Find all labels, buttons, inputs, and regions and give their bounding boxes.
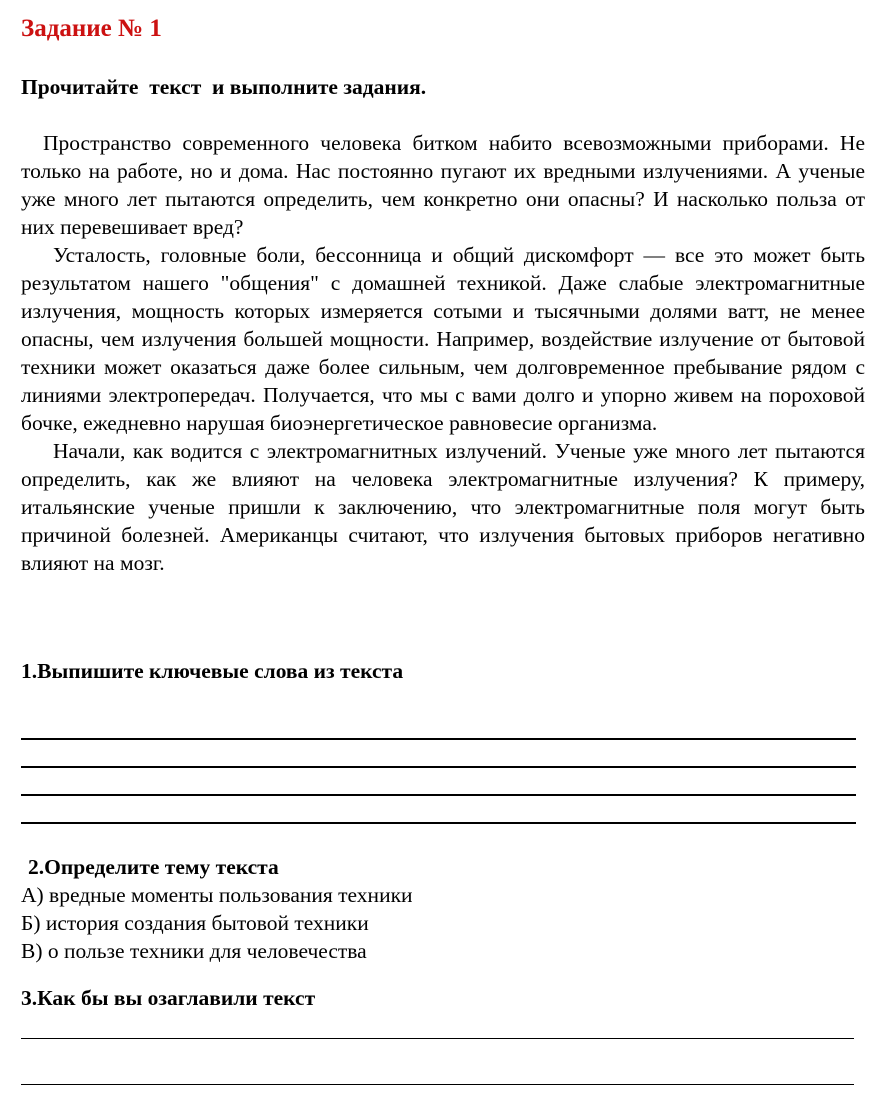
answer-line-6[interactable]: [21, 1084, 854, 1085]
option-c[interactable]: В) о пользе техники для человечества: [21, 939, 367, 963]
text-paragraph-2: Усталость, головные боли, бессонница и общий дискомфорт — все это может быть результатом нашего "общения" с домашней техникой. Даже слабые электромагнитные излучения, мощность которых измеряется сотыми и тысячными долями ватт, не менее опасны, чем излучения большей мощности. Например, воздействие излучение от бытовой техники может оказаться даже более сильным, чем долговременное пребывание рядом с линиями электропередач. Получается, что мы с вами долго и упорно живем на пороховой бочке, ежедневно нарушая биоэнергетическое равновесие организма.: [21, 243, 865, 435]
instruction-text: Прочитайте текст и выполните задания.: [21, 75, 427, 99]
answer-line-3[interactable]: [21, 794, 856, 796]
answer-line-2[interactable]: [21, 766, 856, 768]
option-b[interactable]: Б) история создания бытовой техники: [21, 911, 369, 935]
reading-text: [21, 129, 865, 577]
answer-line-4[interactable]: [21, 822, 856, 824]
task-title: Задание № 1: [21, 15, 162, 42]
question-2-heading: 2.Определите тему текста: [28, 855, 279, 879]
question-1-heading: 1.Выпишите ключевые слова из текста: [21, 659, 404, 683]
text-paragraph-1: Пространство современного человека битком набито всевозможными приборами. Не только на работе, но и дома. Нас постоянно пугают их вредными излучениями. А ученые уже много лет пытаются определить, чем конкретно они опасны? И насколько польза от них перевешивает вред?: [21, 131, 865, 239]
answer-line-5[interactable]: [21, 1038, 854, 1039]
question-3-heading: 3.Как бы вы озаглавили текст: [21, 986, 316, 1010]
question-2-options: [21, 881, 413, 965]
option-a[interactable]: А) вредные моменты пользования техники: [21, 883, 413, 907]
text-paragraph-3: Начали, как водится с электромагнитных излучений. Ученые уже много лет пытаются определить, как же влияют на человека электромагнитные излучения? К примеру, итальянские ученые пришли к заключению, что электромагнитные поля могут быть причиной болезней. Американцы считают, что излучения бытовых приборов негативно влияют на мозг.: [21, 439, 865, 575]
answer-line-1[interactable]: [21, 738, 856, 740]
